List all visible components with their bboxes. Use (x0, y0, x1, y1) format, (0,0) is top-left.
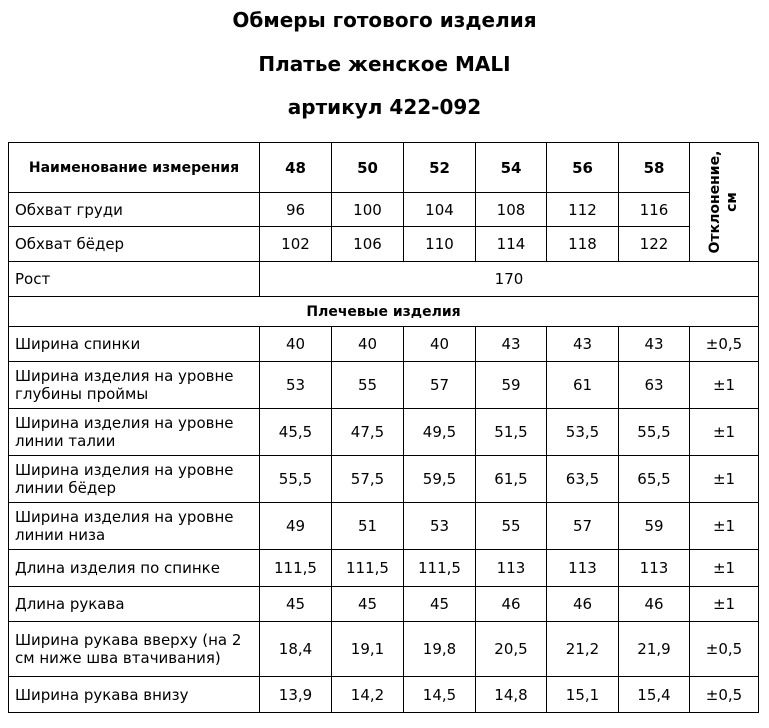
table-row (9, 193, 759, 227)
measurement-name: Длина изделия по спинке (9, 550, 260, 587)
table-row (9, 409, 759, 456)
value-cell: 45 (260, 587, 332, 622)
height-value-cell: 170 (260, 262, 759, 297)
deviation-header-label: Отклонение, см (707, 150, 740, 254)
deviation-cell: ±1 (690, 362, 759, 409)
value-cell: 53 (404, 503, 476, 550)
value-cell: 108 (476, 193, 547, 227)
value-cell: 40 (260, 327, 332, 362)
table-body (9, 143, 759, 713)
value-cell: 53 (260, 362, 332, 409)
value-cell: 15,1 (547, 677, 619, 713)
value-cell: 40 (404, 327, 476, 362)
value-cell: 65,5 (619, 456, 690, 503)
value-cell: 106 (332, 227, 404, 262)
deviation-cell: ±1 (690, 503, 759, 550)
size-header-cell: 48 (260, 143, 332, 193)
value-cell: 116 (619, 193, 690, 227)
measurement-name: Ширина изделия на уровне глубины проймы (9, 362, 260, 409)
height-row (9, 262, 759, 297)
header-row (9, 143, 759, 193)
measurement-name: Обхват груди (9, 193, 260, 227)
value-cell: 55,5 (619, 409, 690, 456)
value-cell: 111,5 (332, 550, 404, 587)
deviation-cell: ±0,5 (690, 677, 759, 713)
value-cell: 57 (547, 503, 619, 550)
size-header-cell: 54 (476, 143, 547, 193)
value-cell: 40 (332, 327, 404, 362)
table-row (9, 327, 759, 362)
value-cell: 111,5 (404, 550, 476, 587)
value-cell: 110 (404, 227, 476, 262)
value-cell: 46 (476, 587, 547, 622)
value-cell: 63 (619, 362, 690, 409)
section-title: Плечевые изделия (9, 297, 759, 327)
table-row (9, 456, 759, 503)
deviation-cell: ±1 (690, 456, 759, 503)
section-row (9, 297, 759, 327)
article-number: артикул 422-092 (287, 95, 482, 119)
deviation-cell: ±0,5 (690, 327, 759, 362)
measurement-name: Рост (9, 262, 260, 297)
value-cell: 57 (404, 362, 476, 409)
value-cell: 14,2 (332, 677, 404, 713)
value-cell: 45,5 (260, 409, 332, 456)
value-cell: 43 (619, 327, 690, 362)
value-cell: 59,5 (404, 456, 476, 503)
value-cell: 19,8 (404, 622, 476, 677)
value-cell: 45 (404, 587, 476, 622)
value-cell: 51 (332, 503, 404, 550)
product-name: Платье женское MALI (258, 52, 511, 76)
value-cell: 14,8 (476, 677, 547, 713)
value-cell: 100 (332, 193, 404, 227)
value-cell: 15,4 (619, 677, 690, 713)
table-row (9, 622, 759, 677)
measurement-name: Ширина изделия на уровне линии низа (9, 503, 260, 550)
value-cell: 112 (547, 193, 619, 227)
value-cell: 55,5 (260, 456, 332, 503)
deviation-cell: ±1 (690, 409, 759, 456)
value-cell: 111,5 (260, 550, 332, 587)
measurement-name: Ширина спинки (9, 327, 260, 362)
table-row (9, 587, 759, 622)
value-cell: 49 (260, 503, 332, 550)
value-cell: 61 (547, 362, 619, 409)
value-cell: 118 (547, 227, 619, 262)
value-cell: 59 (619, 503, 690, 550)
deviation-header-cell (690, 143, 759, 262)
value-cell: 46 (619, 587, 690, 622)
deviation-cell: ±0,5 (690, 622, 759, 677)
value-cell: 53,5 (547, 409, 619, 456)
value-cell: 21,2 (547, 622, 619, 677)
value-cell: 113 (476, 550, 547, 587)
table-row (9, 677, 759, 713)
measurements-table (8, 142, 759, 713)
value-cell: 43 (476, 327, 547, 362)
table-row (9, 362, 759, 409)
value-cell: 63,5 (547, 456, 619, 503)
table-row (9, 227, 759, 262)
value-cell: 113 (619, 550, 690, 587)
value-cell: 18,4 (260, 622, 332, 677)
value-cell: 96 (260, 193, 332, 227)
deviation-cell: ±1 (690, 550, 759, 587)
size-header-cell: 58 (619, 143, 690, 193)
value-cell: 46 (547, 587, 619, 622)
value-cell: 55 (476, 503, 547, 550)
table-row (9, 550, 759, 587)
size-header-cell: 50 (332, 143, 404, 193)
value-cell: 45 (332, 587, 404, 622)
value-cell: 114 (476, 227, 547, 262)
value-cell: 122 (619, 227, 690, 262)
deviation-cell: ±1 (690, 587, 759, 622)
value-cell: 47,5 (332, 409, 404, 456)
value-cell: 49,5 (404, 409, 476, 456)
table-row (9, 503, 759, 550)
value-cell: 55 (332, 362, 404, 409)
measurement-name: Ширина изделия на уровне линии бёдер (9, 456, 260, 503)
doc-title: Обмеры готового изделия (232, 8, 537, 32)
size-header-cell: 52 (404, 143, 476, 193)
value-cell: 43 (547, 327, 619, 362)
value-cell: 113 (547, 550, 619, 587)
value-cell: 57,5 (332, 456, 404, 503)
value-cell: 51,5 (476, 409, 547, 456)
size-header-cell: 56 (547, 143, 619, 193)
measurement-name: Ширина рукава вверху (на 2 см ниже шва втачивания) (9, 622, 260, 677)
value-cell: 20,5 (476, 622, 547, 677)
value-cell: 102 (260, 227, 332, 262)
measurement-name: Обхват бёдер (9, 227, 260, 262)
measurement-name: Ширина изделия на уровне линии талии (9, 409, 260, 456)
value-cell: 13,9 (260, 677, 332, 713)
header-name-cell: Наименование измерения (9, 143, 260, 193)
value-cell: 59 (476, 362, 547, 409)
value-cell: 61,5 (476, 456, 547, 503)
measurement-name: Ширина рукава внизу (9, 677, 260, 713)
measurement-name: Длина рукава (9, 587, 260, 622)
value-cell: 21,9 (619, 622, 690, 677)
value-cell: 19,1 (332, 622, 404, 677)
value-cell: 104 (404, 193, 476, 227)
value-cell: 14,5 (404, 677, 476, 713)
